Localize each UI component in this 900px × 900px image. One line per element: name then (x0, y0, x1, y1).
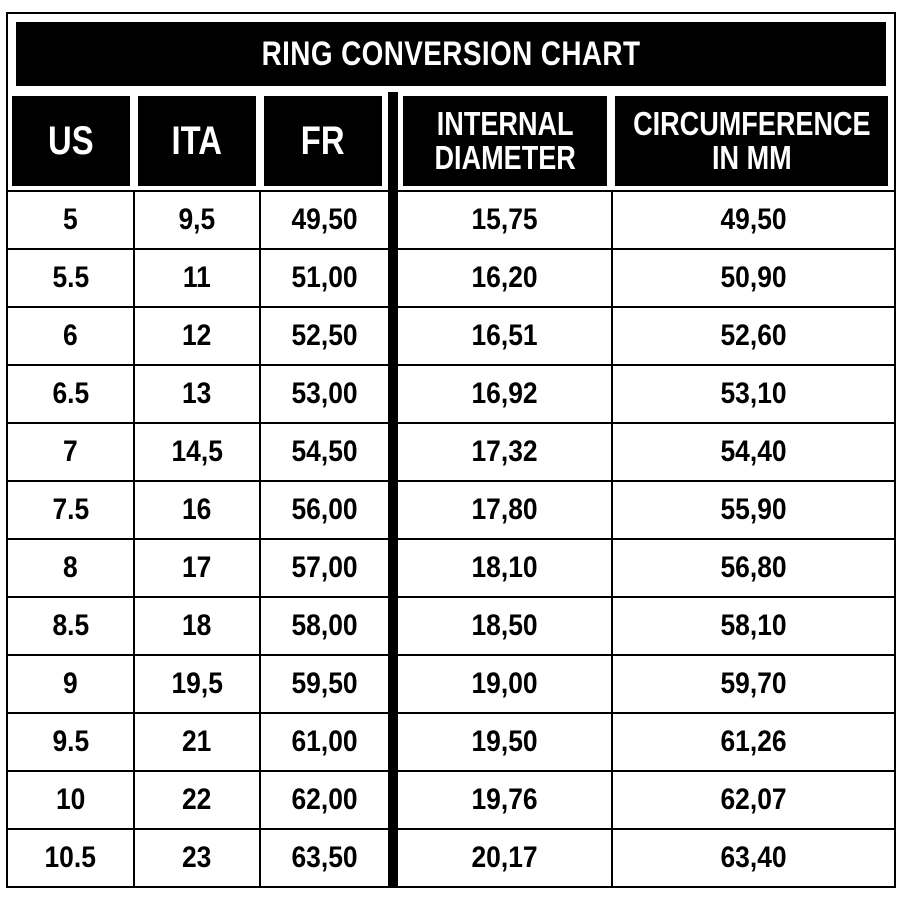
cell-circ (613, 598, 894, 654)
cell-ita (135, 540, 259, 596)
cell-ita-value: 14,5 (171, 435, 223, 468)
cell-us-value: 6 (63, 319, 78, 352)
cell-us (8, 250, 133, 306)
cell-ita (135, 598, 259, 654)
header-circ-line1: CIRCUMFERENCE (632, 105, 871, 143)
column-divider (133, 190, 135, 886)
cell-internal (398, 192, 611, 248)
cell-internal (398, 308, 611, 364)
cell-circ-value: 49,50 (720, 203, 787, 236)
cell-internal (398, 714, 611, 770)
cell-ita-value: 18 (182, 609, 212, 642)
cell-us (8, 830, 133, 886)
cell-circ-value: 55,90 (720, 493, 787, 526)
cell-fr (261, 482, 388, 538)
cell-circ (613, 830, 894, 886)
cell-internal (398, 424, 611, 480)
header-us: US (12, 96, 130, 186)
cell-internal-value: 19,76 (471, 783, 538, 816)
cell-ita-value: 19,5 (171, 667, 223, 700)
table-row (8, 538, 894, 596)
cell-us-value: 7.5 (52, 493, 89, 526)
cell-ita-value: 12 (182, 319, 212, 352)
cell-circ (613, 424, 894, 480)
cell-ita-value: 16 (182, 493, 212, 526)
cell-circ (613, 192, 894, 248)
cell-circ-value: 62,07 (720, 783, 787, 816)
cell-ita-value: 22 (182, 783, 212, 816)
cell-us (8, 424, 133, 480)
cell-internal (398, 656, 611, 712)
cell-fr-value: 52,50 (291, 319, 358, 352)
cell-fr-value: 54,50 (291, 435, 358, 468)
cell-circ (613, 366, 894, 422)
table-row (8, 712, 894, 770)
header-internal-diameter (403, 96, 607, 186)
cell-us-value: 6.5 (52, 377, 89, 410)
cell-us-value: 7 (63, 435, 78, 468)
table-row (8, 770, 894, 828)
cell-us-value: 9 (63, 667, 78, 700)
cell-circ (613, 772, 894, 828)
cell-ita (135, 482, 259, 538)
cell-internal (398, 366, 611, 422)
thick-column-divider (388, 92, 398, 886)
cell-fr (261, 192, 388, 248)
cell-fr (261, 598, 388, 654)
cell-ita (135, 656, 259, 712)
cell-internal-value: 16,20 (471, 261, 538, 294)
cell-fr-value: 56,00 (291, 493, 358, 526)
cell-ita-value: 21 (182, 725, 212, 758)
table-row (8, 654, 894, 712)
header-circ-line2: IN MM (711, 139, 792, 176)
table-row (8, 190, 894, 248)
cell-us-value: 10 (55, 783, 86, 816)
cell-internal-value: 18,10 (471, 551, 538, 584)
cell-ita (135, 366, 259, 422)
cell-circ-value: 50,90 (720, 261, 787, 294)
cell-fr (261, 424, 388, 480)
cell-circ-value: 58,10 (720, 609, 787, 642)
cell-circ-value: 63,40 (720, 841, 787, 874)
cell-us (8, 598, 133, 654)
cell-circ (613, 540, 894, 596)
column-divider (259, 190, 261, 886)
cell-fr (261, 830, 388, 886)
cell-fr (261, 772, 388, 828)
cell-circ-value: 56,80 (720, 551, 787, 584)
cell-ita (135, 192, 259, 248)
chart-title (16, 22, 886, 86)
cell-fr (261, 714, 388, 770)
table-row (8, 828, 894, 886)
table-row (8, 480, 894, 538)
cell-fr-value: 53,00 (291, 377, 358, 410)
cell-us (8, 308, 133, 364)
column-divider (611, 190, 613, 886)
cell-us (8, 772, 133, 828)
cell-fr (261, 250, 388, 306)
cell-circ (613, 250, 894, 306)
cell-us-value: 5.5 (52, 261, 89, 294)
cell-us-value: 9.5 (52, 725, 89, 758)
cell-internal (398, 482, 611, 538)
cell-us-value: 5 (63, 203, 78, 236)
cell-fr-value: 58,00 (291, 609, 358, 642)
header-internal-line2: DIAMETER (434, 139, 576, 176)
cell-fr-value: 59,50 (291, 667, 358, 700)
cell-us (8, 482, 133, 538)
cell-circ-value: 61,26 (720, 725, 787, 758)
conversion-table (8, 92, 894, 886)
cell-us-value: 10.5 (44, 841, 97, 874)
cell-ita-value: 17 (182, 551, 212, 584)
cell-ita-value: 11 (183, 261, 211, 294)
cell-us (8, 192, 133, 248)
header-fr: FR (264, 96, 382, 186)
cell-fr-value: 51,00 (291, 261, 358, 294)
cell-internal-value: 20,17 (471, 841, 538, 874)
cell-fr-value: 63,50 (291, 841, 358, 874)
cell-fr-value: 49,50 (291, 203, 358, 236)
cell-internal (398, 830, 611, 886)
cell-fr (261, 656, 388, 712)
header-ita: ITA (138, 96, 256, 186)
cell-circ-value: 59,70 (720, 667, 787, 700)
cell-circ (613, 656, 894, 712)
table-row (8, 248, 894, 306)
cell-internal-value: 16,51 (471, 319, 538, 352)
cell-ita-value: 9,5 (178, 203, 216, 236)
table-header-row (8, 92, 894, 190)
cell-internal-value: 19,50 (471, 725, 538, 758)
table-row (8, 596, 894, 654)
cell-us (8, 714, 133, 770)
cell-ita (135, 308, 259, 364)
ring-conversion-chart (6, 12, 896, 888)
cell-ita (135, 250, 259, 306)
table-row (8, 364, 894, 422)
cell-internal-value: 17,32 (471, 435, 538, 468)
cell-us (8, 540, 133, 596)
cell-internal-value: 19,00 (471, 667, 538, 700)
cell-us (8, 656, 133, 712)
cell-internal (398, 540, 611, 596)
cell-internal-value: 17,80 (471, 493, 538, 526)
cell-fr (261, 308, 388, 364)
cell-circ (613, 482, 894, 538)
cell-ita-value: 23 (182, 841, 212, 874)
cell-us-value: 8 (63, 551, 78, 584)
cell-ita (135, 714, 259, 770)
cell-fr (261, 366, 388, 422)
cell-circ (613, 308, 894, 364)
table-row (8, 422, 894, 480)
cell-ita-value: 13 (182, 377, 212, 410)
cell-internal (398, 772, 611, 828)
cell-circ-value: 53,10 (720, 377, 787, 410)
cell-circ-value: 54,40 (720, 435, 787, 468)
cell-internal-value: 16,92 (471, 377, 538, 410)
cell-internal (398, 598, 611, 654)
chart-title-text: RING CONVERSION CHART (261, 34, 641, 73)
cell-fr-value: 57,00 (291, 551, 358, 584)
cell-fr (261, 540, 388, 596)
cell-us (8, 366, 133, 422)
cell-ita (135, 830, 259, 886)
cell-ita (135, 772, 259, 828)
cell-us-value: 8.5 (52, 609, 89, 642)
header-internal-line1: INTERNAL (436, 105, 574, 143)
cell-fr-value: 62,00 (291, 783, 358, 816)
cell-internal-value: 15,75 (471, 203, 538, 236)
cell-circ (613, 714, 894, 770)
cell-internal (398, 250, 611, 306)
header-circumference (615, 96, 888, 186)
cell-circ-value: 52,60 (720, 319, 787, 352)
cell-fr-value: 61,00 (291, 725, 358, 758)
cell-ita (135, 424, 259, 480)
table-row (8, 306, 894, 364)
cell-internal-value: 18,50 (471, 609, 538, 642)
